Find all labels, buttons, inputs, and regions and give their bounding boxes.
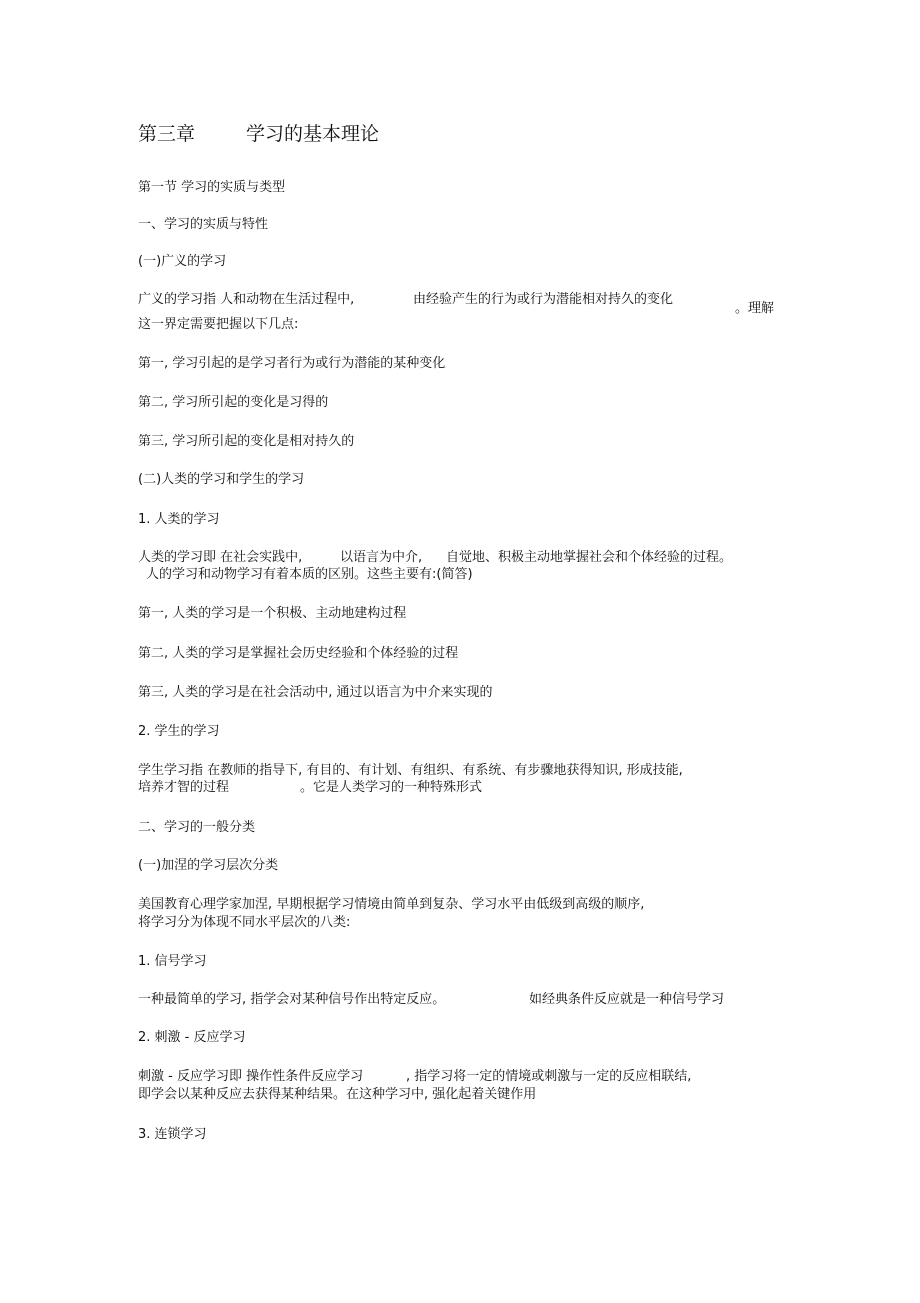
human-learning-heading: 1. 人类的学习 — [138, 512, 220, 527]
human-point-2: 第二, 人类的学习是掌握社会历史经验和个体经验的过程 — [138, 646, 459, 661]
point-3: 第三, 学习所引起的变化是相对持久的 — [138, 434, 355, 449]
gagne-line2: 将学习分为体现不同水平层次的八类: — [138, 915, 351, 930]
human-definition-a: 人类的学习即 在社会实践中, — [138, 550, 303, 565]
type1-definition-a: 一种最简单的学习, 指学会对某种信号作出特定反应。 — [138, 992, 446, 1007]
type1-heading: 1. 信号学习 — [138, 954, 207, 969]
broad-definition-tail: 。理解 — [735, 301, 775, 316]
type1-definition-b: 如经典条件反应就是一种信号学习 — [529, 992, 725, 1007]
part1-heading: 一、学习的实质与特性 — [138, 217, 269, 232]
gagne-line1: 美国教育心理学家加涅, 早期根据学习情境由简单到复杂、学习水平由低级到高级的顺序, — [138, 897, 645, 912]
sub-heading-human-student: (二)人类的学习和学生的学习 — [138, 472, 305, 487]
broad-definition-line2: 这一界定需要把握以下几点: — [138, 317, 299, 332]
student-definition-line1: 学生学习指 在教师的指导下, 有目的、有计划、有组织、有系统、有步骤地获得知识, 形成技能, — [138, 763, 683, 778]
sub-heading-gagne: (一)加涅的学习层次分类 — [138, 858, 279, 873]
chapter-title-main: 学习的基本理论 — [246, 123, 380, 145]
type3-heading: 3. 连锁学习 — [138, 1127, 207, 1142]
point-1: 第一, 学习引起的是学习者行为或行为潜能的某种变化 — [138, 356, 446, 371]
human-point-3: 第三, 人类的学习是在社会活动中, 通过以语言为中介来实现的 — [138, 685, 493, 700]
section-heading: 第一节 学习的实质与类型 — [138, 180, 286, 195]
chapter-title-prefix: 第三章 — [138, 123, 196, 145]
human-definition-c: 自觉地、积极主动地掌握社会和个体经验的过程。 — [446, 550, 733, 565]
type2-heading: 2. 刺激 - 反应学习 — [138, 1030, 246, 1045]
type2-definition-b: , 指学习将一定的情境或刺激与一定的反应相联结, — [406, 1069, 692, 1084]
human-definition-line2: 人的学习和动物学习有着本质的区别。这些主要有:(简答) — [146, 567, 473, 582]
sub-heading-broad-learning: (一)广义的学习 — [138, 254, 227, 269]
type2-definition-a: 刺激 - 反应学习即 操作性条件反应学习 — [138, 1069, 364, 1084]
student-learning-heading: 2. 学生的学习 — [138, 724, 220, 739]
human-point-1: 第一, 人类的学习是一个积极、主动地建构过程 — [138, 606, 407, 621]
type2-definition-line2: 即学会以某种反应去获得某种结果。在这种学习中, 强化起着关键作用 — [138, 1087, 537, 1102]
point-2: 第二, 学习所引起的变化是习得的 — [138, 395, 329, 410]
broad-definition-part2: 由经验产生的行为或行为潜能相对持久的变化 — [413, 292, 674, 307]
broad-definition-part1: 广义的学习指 人和动物在生活过程中, — [138, 292, 355, 307]
part2-heading: 二、学习的一般分类 — [138, 820, 256, 835]
student-definition-line2a: 培养才智的过程 — [138, 780, 230, 795]
human-definition-b: 以语言为中介, — [340, 550, 423, 565]
student-definition-line2b: 。它是人类学习的一种特殊形式 — [300, 780, 483, 795]
